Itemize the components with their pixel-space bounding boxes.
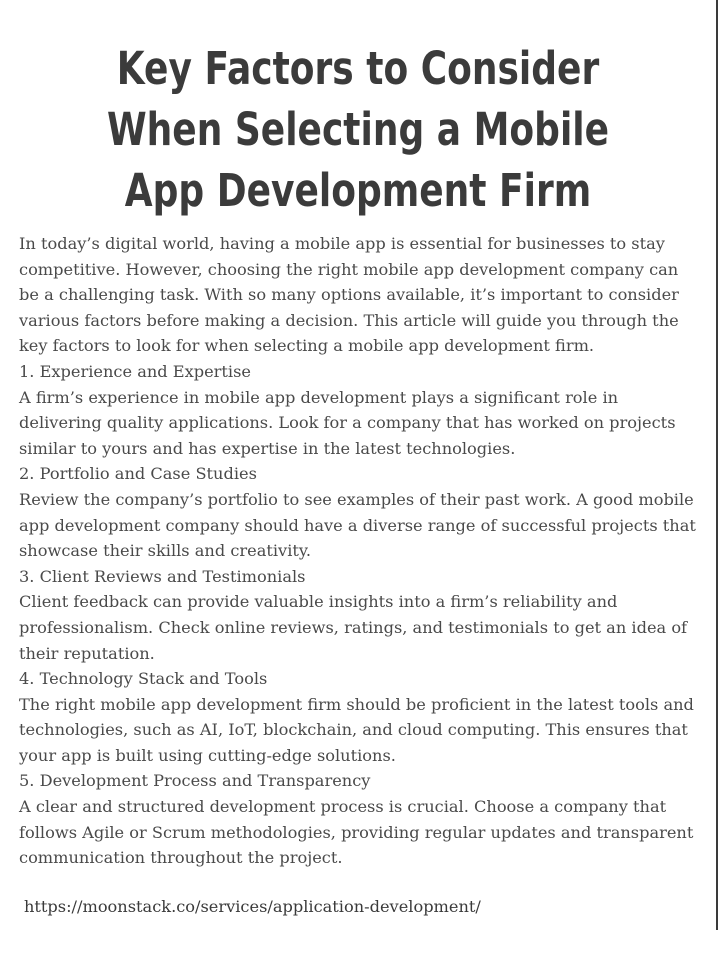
footer-url-link[interactable]: https://moonstack.co/services/application-development/ (24, 897, 481, 916)
section-text-portfolio: Review the company’s portfolio to see examples of their past work. A good mobile app development company should have a diverse range of successful projects that showcase their skills and creativity. (19, 489, 696, 561)
section-heading-reviews: 3. Client Reviews and Testimonials (19, 566, 306, 586)
intro-paragraph: In today’s digital world, having a mobile app is essential for businesses to stay competitive. However, choosing the right mobile app development company can be a challenging task. With so many options available, it’s important to consider various factors before making a decision. This article will guide you through the key factors to look for when selecting a mobile app development firm. (19, 234, 679, 356)
section-text-process: A clear and structured development process is crucial. Choose a company that follows Agile or Scrum methodologies, providing regular updates and transparent communication throughout the project. (19, 797, 694, 868)
document-title: Key Factors to Consider When Selecting a Mobile App Development Firm (106, 42, 610, 217)
section-heading-experience: 1. Experience and Expertise (19, 361, 251, 381)
article-body (19, 231, 699, 871)
section-text-reviews: Client feedback can provide valuable insights into a firm’s reliability and professionalism. Check online reviews, ratings, and testimonials to get an idea of their reputation. (19, 592, 688, 663)
section-heading-portfolio: 2. Portfolio and Case Studies (19, 464, 257, 484)
section-heading-process: 5. Development Process and Transparency (19, 771, 371, 791)
section-heading-technology: 4. Technology Stack and Tools (19, 669, 268, 689)
section-text-experience: A firm’s experience in mobile app development plays a significant role in delivering quality applications. Look for a company that has worked on projects similar to yours and has expertise in the latest technologies. (19, 387, 676, 458)
section-text-technology: The right mobile app development firm should be proficient in the latest tools and technologies, such as AI, IoT, blockchain, and cloud computing. This ensures that your app is built using cutting-edge solutions. (19, 694, 694, 765)
